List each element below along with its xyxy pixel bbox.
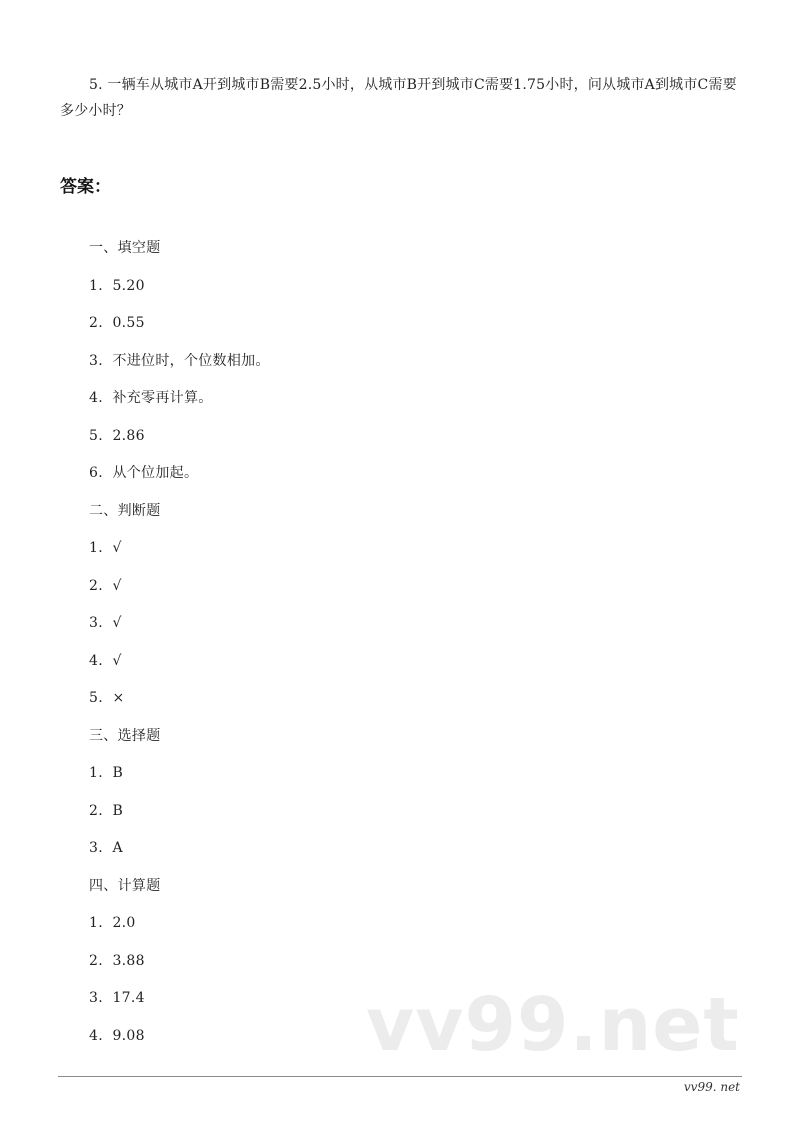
- answer-item: 3. √: [89, 615, 122, 631]
- answer-item: 5. ×: [89, 690, 125, 706]
- section-heading-multiple-choice: 三、选择题: [89, 727, 161, 744]
- answer-item: 4. 补充零再计算。: [89, 390, 213, 406]
- section-heading-fill-blank: 一、填空题: [89, 240, 161, 256]
- footer-divider: [58, 1076, 742, 1077]
- answer-item: 3. 不进位时，个位数相加。: [89, 352, 270, 369]
- footer-site-label: vv99. net: [683, 1080, 740, 1094]
- answer-item: 2. B: [89, 802, 124, 819]
- section-heading-true-false: 二、判断题: [89, 502, 161, 519]
- answer-item: 2. 0.55: [89, 315, 145, 331]
- answer-item: 2. √: [89, 577, 122, 594]
- answer-item: 4. √: [89, 652, 122, 669]
- answer-item: 3. A: [89, 840, 123, 856]
- watermark: vv99.net: [366, 982, 740, 1068]
- answer-item: 1. 5.20: [89, 277, 145, 294]
- answer-item: 1. 2.0: [89, 915, 136, 931]
- answer-list: [89, 236, 270, 1061]
- answer-item: 6. 从个位加起。: [89, 465, 199, 481]
- answers-heading: 答案：: [60, 177, 111, 197]
- answer-item: 4. 9.08: [89, 1027, 145, 1044]
- answer-item: 1. B: [89, 765, 124, 781]
- answer-item: 5. 2.86: [89, 427, 145, 444]
- answer-item: 1. √: [89, 540, 122, 556]
- section-heading-calculation: 四、计算题: [89, 877, 161, 894]
- question-5-text: 5. 一辆车从城市A开到城市B需要2.5小时，从城市B开到城市C需要1.75小时，问从城市A到城市C需要多少小时？: [60, 77, 737, 119]
- answer-item: 2. 3.88: [89, 952, 145, 969]
- answer-item: 3. 17.4: [89, 990, 145, 1006]
